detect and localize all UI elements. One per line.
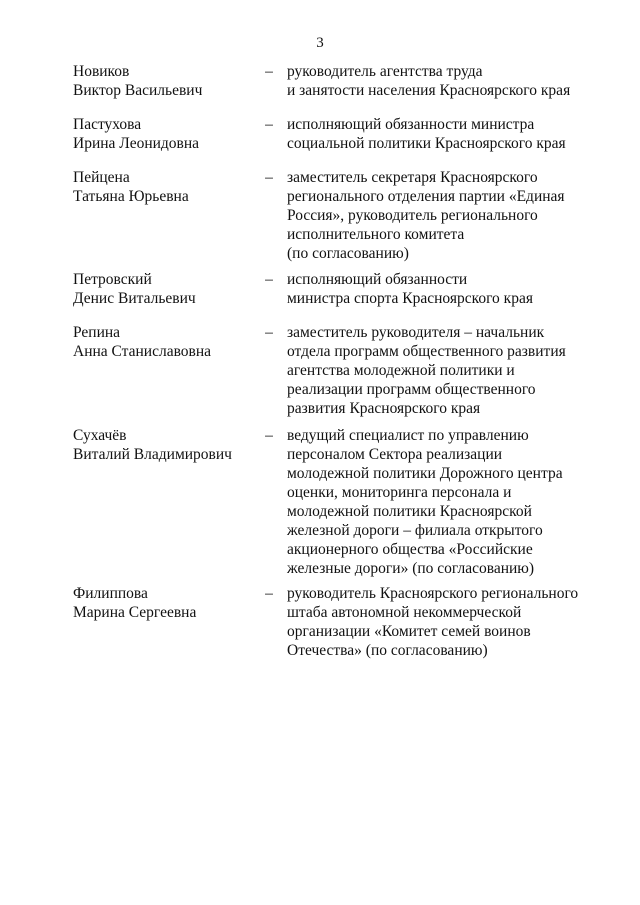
member-surname: Пастухова (73, 116, 142, 133)
member-given-names: Виталий Владимирович (73, 446, 232, 463)
position-line: социальной политики Красноярского края (287, 135, 566, 152)
member-name (73, 62, 253, 100)
member-position (287, 426, 587, 578)
position-line: железной дороги – филиала открытого (287, 522, 543, 539)
member-given-names: Татьяна Юрьевна (73, 188, 189, 205)
position-line: развития Красноярского края (287, 400, 481, 417)
position-line: реализации программ общественного (287, 381, 536, 398)
member-surname: Филиппова (73, 585, 148, 602)
position-line: и занятости населения Красноярского края (287, 82, 571, 99)
member-given-names: Денис Витальевич (73, 290, 196, 307)
position-line: заместитель руководителя – начальник (287, 324, 545, 341)
position-line: персоналом Сектора реализации (287, 446, 503, 463)
separator-dash: – (265, 169, 273, 186)
separator-dash: – (265, 63, 273, 80)
member-name (73, 584, 253, 622)
separator-dash: – (265, 271, 273, 288)
separator-dash: – (265, 324, 273, 341)
position-line: железные дороги» (по согласованию) (287, 560, 535, 577)
position-line: оценки, мониторинга персонала и (287, 484, 512, 501)
position-line: штаба автономной некоммерческой (287, 604, 522, 621)
member-surname: Пейцена (73, 169, 130, 186)
member-given-names: Ирина Леонидовна (73, 135, 200, 152)
position-line: акционерного общества «Российские (287, 541, 533, 558)
member-surname: Репина (73, 324, 121, 341)
position-line: заместитель секретаря Красноярского (287, 169, 538, 186)
separator-dash: – (265, 116, 273, 133)
position-line: молодежной политики Дорожного центра (287, 465, 563, 482)
position-line: регионального отделения партии «Единая (287, 188, 565, 205)
member-name (73, 168, 253, 206)
position-line: агентства молодежной политики и (287, 362, 515, 379)
position-line: ведущий специалист по управлению (287, 427, 529, 444)
member-surname: Новиков (73, 63, 130, 80)
member-surname: Сухачёв (73, 427, 127, 444)
member-name (73, 426, 253, 464)
position-line: исполнительного комитета (287, 226, 465, 243)
page-number: 3 (316, 35, 324, 51)
member-position (287, 270, 587, 308)
member-given-names: Марина Сергеевна (73, 604, 197, 621)
member-surname: Петровский (73, 271, 152, 288)
position-line: исполняющий обязанности министра (287, 116, 535, 133)
position-line: исполняющий обязанности (287, 271, 468, 288)
member-position (287, 115, 587, 153)
position-line: министра спорта Красноярского края (287, 290, 533, 307)
position-line: отдела программ общественного развития (287, 343, 566, 360)
position-line: руководитель Красноярского регионального (287, 585, 579, 602)
member-given-names: Анна Станиславовна (73, 343, 212, 360)
member-position (287, 168, 587, 263)
member-position (287, 62, 587, 100)
position-line: молодежной политики Красноярской (287, 503, 532, 520)
member-position (287, 584, 587, 660)
position-line: Отечества» (по согласованию) (287, 642, 488, 659)
position-line: организации «Комитет семей воинов (287, 623, 531, 640)
separator-dash: – (265, 427, 273, 444)
member-position (287, 323, 587, 418)
position-line: руководитель агентства труда (287, 63, 483, 80)
member-name (73, 323, 253, 361)
position-line: (по согласованию) (287, 245, 409, 262)
member-given-names: Виктор Васильевич (73, 82, 203, 99)
position-line: Россия», руководитель регионального (287, 207, 538, 224)
separator-dash: – (265, 585, 273, 602)
member-name (73, 270, 253, 308)
member-name (73, 115, 253, 153)
